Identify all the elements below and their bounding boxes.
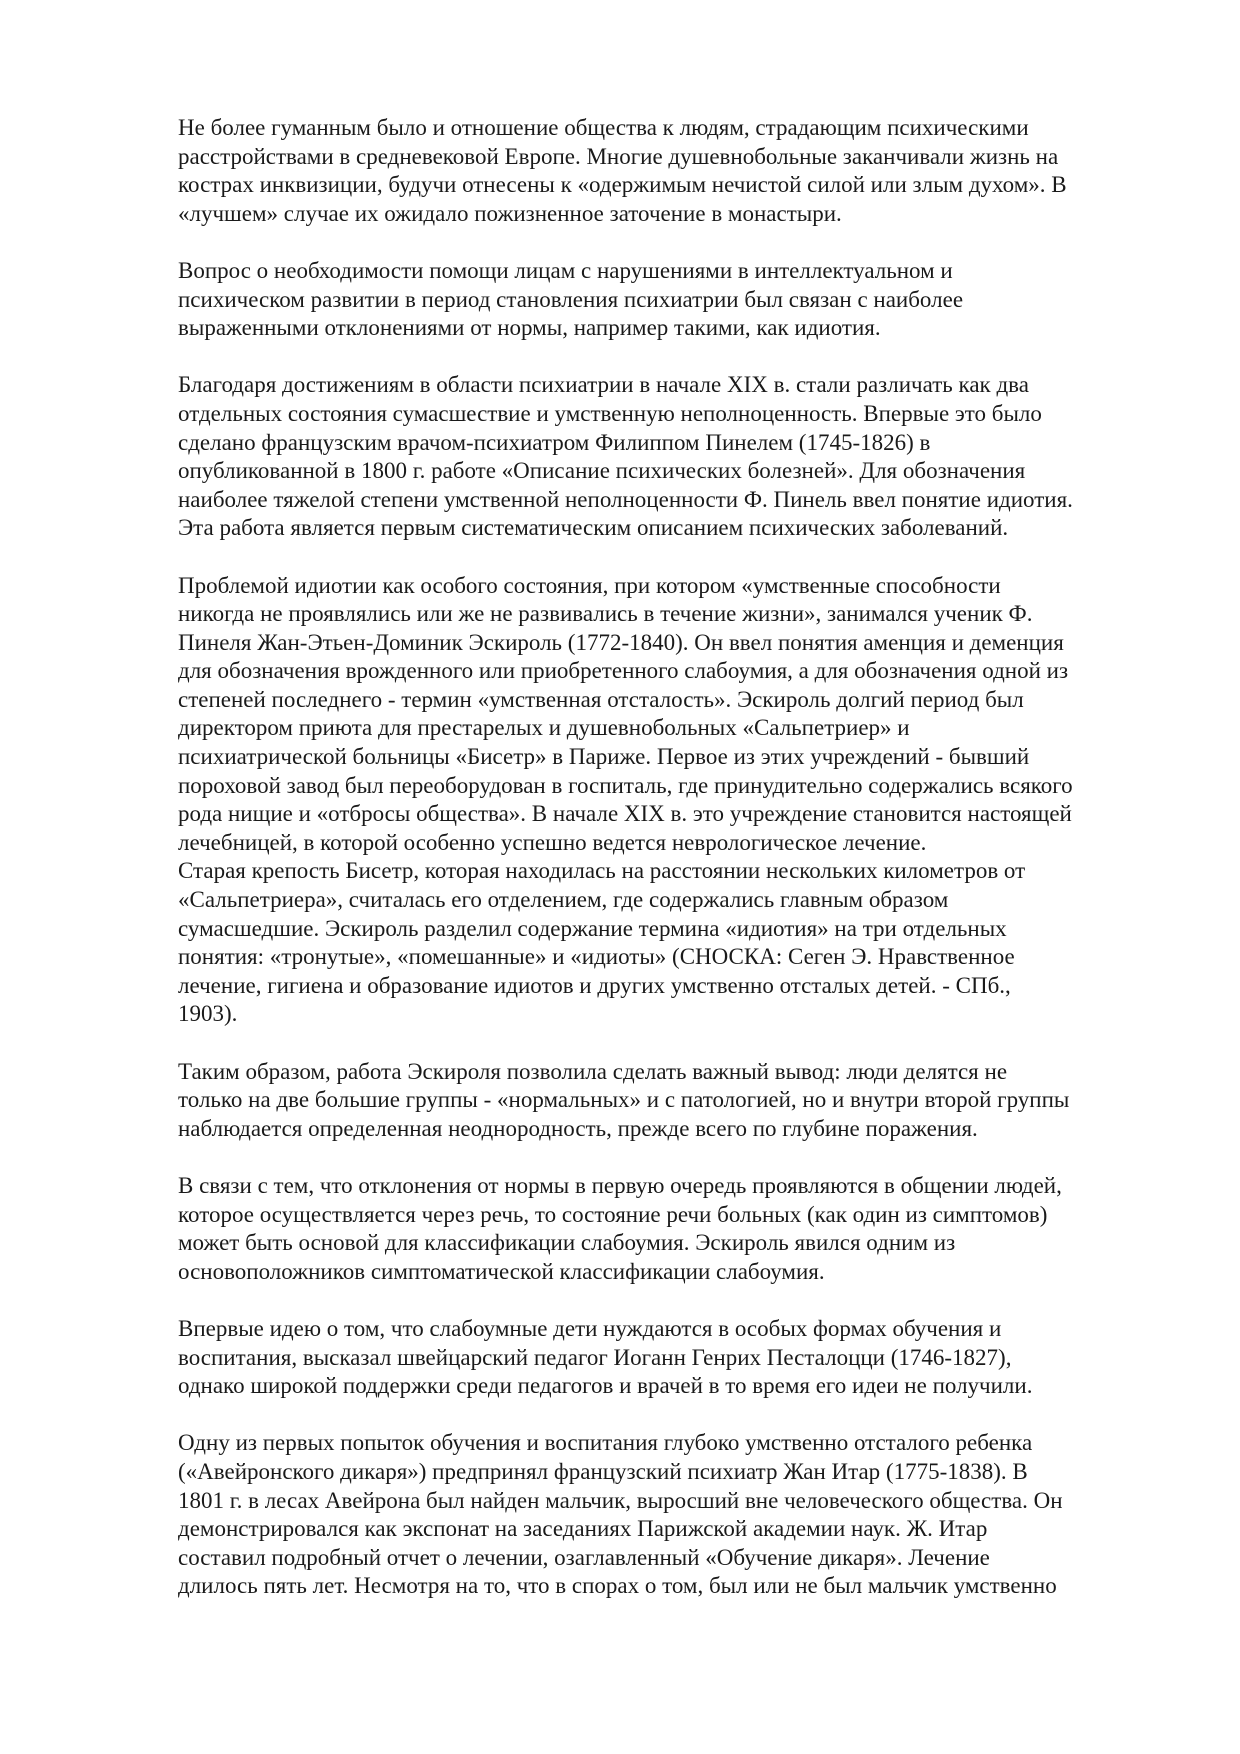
paragraph-medieval-europe: Не более гуманным было и отношение общества к людям, страдающим психическими расстройствами в средневековой Европе. Многие душевнобольные заканчивали жизнь на кострах инквизиции, будучи отнесены к «одержимым нечистой силой или злым духом». В «лучшем» случае их ожидало пожизненное заточение в монастыри. — [178, 115, 1067, 226]
paragraph-esquirol: Проблемой идиотии как особого состояния, при котором «умственные способности никогда не проявлялись или же не развивались в течение жизни», занимался ученик Ф. Пинеля Жан-Этьен-Доминик Эскироль (1772-1840). Он ввел понятия аменция и деменция для обозначения врожденного или приобретенного слабоумия, а для обозначения одной из степеней последнего - термин «умственная отсталость». Эскироль долгий период был директором приюта для престарелых и душевнобольных «Сальпетриер» и психиатрической больницы «Бисетр» в Париже. Первое из этих учреждений - бывший пороховой завод был переоборудован в госпиталь, где принудительно содержались всякого рода нищие и «отбросы общества». В начале XIX в. это учреждение становится настоящей лечебницей, в которой особенно успешно ведется неврологическое лечение. — [178, 572, 1073, 855]
paragraph-speech-classification: В связи с тем, что отклонения от нормы в первую очередь проявляются в общении людей, которое осуществляется через речь, то состояние речи больных (как один из симптомов) может быть основой для классификации слабоумия. Эскироль явился одним из основоположников симптоматической классификации слабоумия. — [178, 1172, 1062, 1284]
paragraph-pinel: Благодаря достижениям в области психиатрии в начале XIX в. стали различать как два отдельных состояния сумасшествие и умственную неполноценность. Впервые это было сделано французским врачом-психиатром Филиппом Пинелем (1745-1826) в опубликованной в 1800 г. работе «Описание психических болезней». Для обозначения наиболее тяжелой степени умственной неполноценности Ф. Пинель ввел понятие идиотия. Эта работа является первым систематическим описанием психических заболеваний. — [178, 372, 1073, 541]
paragraph-conclusion: Таким образом, работа Эскироля позволила сделать важный вывод: люди делятся не только на две большие группы - «нормальных» и с патологией, но и внутри второй группы наблюдается определенная неоднородность, прежде всего по глубине поражения. — [178, 1058, 1070, 1141]
paragraph-bicetre: Старая крепость Бисетр, которая находилась на расстоянии нескольких километров от «Сальпетриера», считалась его отделением, где содержались главным образом сумасшедшие. Эскироль разделил содержание термина «идиотия» на три отдельных понятия: «тронутые», «помешанные» и «идиоты» (СНОСКА: Сеген Э. Нравственное лечение, гигиена и образование идиотов и других умственно отсталых детей. - СПб., 1903). — [178, 858, 1026, 1027]
paragraph-psychiatry-help: Вопрос о необходимости помощи лицам с нарушениями в интеллектуальном и психическом развитии в период становления психиатрии был связан с наиболее выраженными отклонениями от нормы, например такими, как идиотия. — [178, 257, 964, 341]
body-text — [178, 114, 1168, 1601]
paragraph-itard: Одну из первых попыток обучения и воспитания глубоко умственно отсталого ребенка («Авейронского дикаря») предпринял французский психиатр Жан Итар (1775-1838). В 1801 г. в лесах Авейрона был найден мальчик, выросший вне человеческого общества. Он демонстрировался как экспонат на заседаниях Парижской академии наук. Ж. Итар составил подробный отчет о лечении, озаглавленный «Обучение дикаря». Лечение длилось пять лет. Несмотря на то, что в спорах о том, был или не был мальчик умственно — [178, 1430, 1063, 1599]
paragraph-pestalozzi: Впервые идею о том, что слабоумные дети нуждаются в особых формах обучения и воспитания, высказал швейцарский педагог Иоганн Генрих Песталоцци (1746-1827), однако широкой поддержки среди педагогов и врачей в то время его идеи не получили. — [178, 1315, 1033, 1399]
